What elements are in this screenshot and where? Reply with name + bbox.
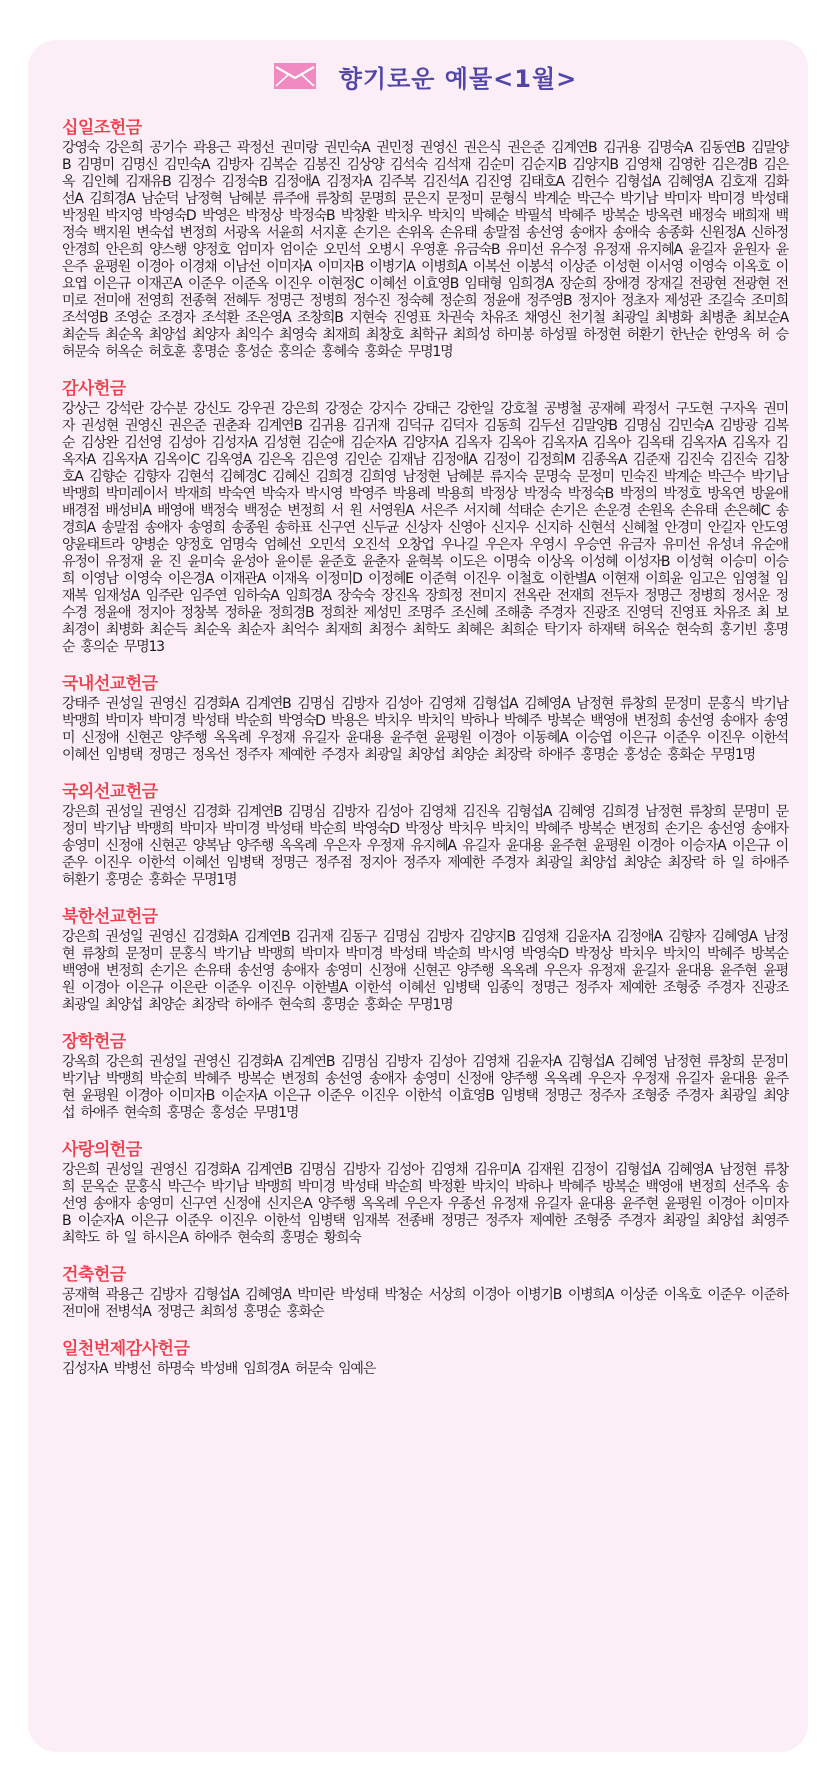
section-foreign-mission (62, 782, 788, 889)
section-tithe (62, 118, 788, 361)
section-love (62, 1140, 788, 1247)
donor-names: 김성자A 박병선 하명숙 박성배 임희경A 허문숙 임예은 (62, 1361, 376, 1377)
section-thanksgiving (62, 379, 788, 656)
section-domestic-mission (62, 674, 788, 764)
section-heading: 십일조헌금 (62, 118, 142, 138)
sections-list (62, 118, 788, 1378)
section-north-korea-mission (62, 907, 788, 1014)
envelope-icon (273, 62, 317, 90)
section-heading: 장학헌금 (62, 1032, 126, 1052)
section-thousand-offering (62, 1339, 788, 1378)
section-scholarship (62, 1032, 788, 1122)
donor-names: 강은희 권성일 권영신 김경화A 김계연B 김명심 김방자 김성아 김영채 김유미A 김재원 김정이 김형섭A 김혜영A 남정현 류창희 문옥순 문홍식 박근수 박기남 박맹희 박미경 박성태 박순희 박정환 박치익 박하나 박혜주 방복순 백영애 변정희 선주옥 송선영 송애자 송영미 신구연 신정애 신지은A 양주행 옥옥례 우은자 우종선 유정재 유길자 윤대용 윤주현 윤평원 이경아 이미자B 이순자A 이은규 이준우 이진우 이한석 임병택 임재복 전종배 정명근 정주자 제예한 조형중 주경자 최광일 최양섭 최영주 최학도 하 일 하시은A 하애주 현숙희 홍명순 황희숙 (62, 1162, 788, 1246)
donor-names: 강태주 권성일 권영신 김경화A 김계연B 김명심 김방자 김성아 김영채 김형섭A 김혜영A 남정현 류창희 문정미 문홍식 박기남 박맹희 박미자 박미경 박성태 박순희 박영숙D 박용은 박치우 박치익 박하나 박혜주 방복순 백영애 변정희 송선영 송애자 송영미 신정애 신현곤 양주행 옥옥례 우정재 유길자 윤대용 윤주현 윤평원 이경아 이동혜A 이승엽 이은규 이준우 이진우 이한석 이혜선 임병택 정명근 정옥선 정주자 제예한 주경자 최광일 최양섭 최양순 최장락 하애주 홍명순 홍성순 홍화순 무명1명 (62, 696, 788, 763)
title-row (62, 48, 788, 104)
donor-names: 강은희 권성일 권영신 김경화A 김계연B 김귀재 김동구 김명심 김방자 김양지B 김영채 김윤자A 김정애A 김향자 김혜영A 남정현 류창희 문정미 문홍식 박기남 박맹희 박미자 박미경 박성태 박순희 박시영 박영숙D 박정상 박치우 박치익 박혜주 방복순 백영애 변정희 손기은 손유태 송선영 송애자 송영미 신정애 신현곤 양주행 옥옥례 우은자 유정재 윤길자 윤대용 윤주현 윤평원 이경아 이은규 이은란 이준우 이진우 이한별A 이한석 이혜선 임병택 임종익 정명근 정주자 제예한 조형중 주경자 진광조 최광일 최양섭 최양순 최장락 하애주 현숙희 홍명순 홍화순 무명1명 (62, 929, 788, 1013)
section-heading: 국외선교헌금 (62, 782, 158, 802)
donor-names: 강옥희 강은희 권성일 권영신 김경화A 김계연B 김명심 김방자 김성아 김영채 김윤자A 김형섭A 김혜영 남정현 류창희 문정미 박기남 박맹희 박순희 박혜주 방복순 변정희 송선영 송애자 송영미 신정애 양주행 옥옥례 우은자 우정재 유길자 윤대용 윤주현 윤평원 이경아 이미자B 이순자A 이은규 이준우 이진우 이한석 이효영B 임병택 정명근 정주자 조형중 주경자 최광일 최양섭 하애주 현숙희 홍명순 홍성순 무명1명 (62, 1054, 788, 1121)
offering-card (28, 40, 808, 1752)
donor-names: 강은희 권성일 권영신 김경화 김계연B 김명심 김방자 김성아 김영채 김진옥 김형섭A 김혜영 김희경 남정현 류창희 문명미 문정미 박기남 박맹희 박미자 박미경 박성태 박순희 박영숙D 박정상 박치우 박치익 박혜주 방복순 변정희 손기은 송선영 송애자 송영미 신정애 신현곤 양복남 양주행 옥옥례 우은자 우정재 유지혜A 유길자 윤대용 윤주현 윤평원 이경아 이승자A 이은규 이준우 이진우 이한석 이혜선 임병택 정명근 정주점 정지아 정주자 제예한 주경자 최광일 최양섭 최양순 최장락 하 일 하애주 허환기 홍명순 홍화순 무명1명 (62, 804, 788, 888)
section-heading: 일천번제감사헌금 (62, 1339, 190, 1359)
section-building (62, 1265, 788, 1321)
donor-names: 강상근 강석란 강수분 강신도 강우권 강은희 강정순 강지수 강태근 강한일 강호철 공병철 공재혜 곽정서 구도현 구자옥 권미자 권성현 권영신 권은준 권춘좌 김계연B 김귀용 김귀재 김덕규 김덕자 김동희 김두선 김말양B 김명심 김민숙A 김방광 김복순 김상완 김선영 김성아 김성자A 김성현 김순애 김순자A 김양자A 김옥자 김옥아 김옥자A 김옥아 김옥태 김옥자A 김옥자 김옥자A 김옥자A 김옥이C 김옥영A 김은옥 김은영 김인순 김재남 김정애A 김정이 김정희M 김종옥A 김준재 김진숙 김진숙 김창호A 김향순 김향자 김현석 김혜경C 김혜신 김희경 김희영 남정현 남혜분 류지숙 문명숙 문정미 민숙진 박계순 박근수 박기남 박맹희 박미레이서 박재희 박숙연 박숙자 박시영 박영주 박용례 박용희 박정상 박정숙 박정숙B 박정의 박정호 방옥연 방윤애 배경점 배성비A 배영애 백정숙 백정순 변정희 서 원 서영원A 서은주 서지혜 석태순 손기은 손운경 손원옥 손유태 손은혜C 송경희A 송말점 송애자 송영희 송종원 송하표 신구연 신두균 신상자 신영아 신지우 신지하 신현석 신혜철 안경미 안길자 안도영 양윤태트라 양병순 양정호 엄명숙 엄혜선 오민석 오진석 오창업 우나길 우은자 우영시 우승연 유금자 유미선 유성녀 유순애 유정이 유정재 윤 진 윤미숙 윤성아 윤이룬 윤준호 윤춘자 윤혁복 이도은 이명숙 이상옥 이성혜 이성자B 이성혁 이승미 이승희 이영남 이영숙 이은경A 이재관A 이재옥 이정미D 이정혜E 이준혁 이진우 이철호 이한별A 이현재 이희윤 임고은 임영철 임재복 임재성A 임주란 임주연 임하숙A 임희경A 장숙숙 장진옥 장희정 전미지 전옥란 전재희 전두자 정명근 정병희 정서운 정수경 정윤애 정지아 정창복 정하윤 정희경B 정희찬 제성민 조명주 조신혜 조해총 주경자 진광조 진영덕 진영표 차유조 최 보 최경이 최병화 최순득 최순옥 최순자 최억수 최재희 최정수 최학도 최혜은 최희순 탁기자 하재택 허옥순 현숙희 홍기빈 홍명순 홍의순 무명13 (62, 401, 788, 655)
donor-names: 강영숙 강은희 공기수 곽용근 곽정선 권미랑 권민숙A 권민정 권영신 권은식 권은준 김계연B 김귀용 김명숙A 김동연B 김말양B 김명미 김명신 김민숙A 김방자 김복순 김봉진 김상양 김석숙 김석재 김순미 김순지B 김양지B 김영채 김영한 김은경B 김은옥 김인혜 김재유B 김정수 김정숙B 김정애A 김정자A 김주복 김진석A 김진영 김태호A 김헌수 김형섭A 김혜영A 김호재 김화선A 김희경A 남순덕 남정혁 남혜분 류주애 류창희 문명희 문은지 문정미 문형식 박계순 박근수 박기남 박미자 박미경 박성태 박정원 박지영 박영숙D 박영은 박정상 박정숙B 박창환 박치우 박치익 박혜순 박필석 박혜주 방복순 방옥련 배정숙 배희재 백정숙 백지원 변숙섭 변정희 서광옥 서윤희 서지훈 손기은 손위옥 손유태 송말점 송선영 송애자 송애숙 송종화 신원정A 신하정 안경희 안은희 양스행 양정호 엄미자 엄이순 오민석 오병시 우영훈 유금숙B 유미선 유수정 유정재 유지혜A 윤길자 윤원자 윤은주 윤평원 이경아 이경채 이남선 이미자A 이미자B 이병기A 이병희A 이복선 이봉석 이상준 이성현 이서영 이영숙 이옥호 이요엽 이은규 이재곤A 이준우 이준옥 이진우 이현정C 이혜선 이효영B 임태형 임희경A 장순희 장애경 장재길 전광현 전광현 전미로 전미애 전영희 전종혁 전혜두 정명근 정병희 정수진 정숙혜 정순희 정윤애 정주영B 정지아 정초자 제성관 조길숙 조미희 조석영B 조영순 조경자 조석환 조은영A 조창희B 지현숙 진영표 차권숙 차유조 채영신 천기철 최광일 최병화 최병춘 최보순A 최순득 최순옥 최양섭 최양자 최익수 최영숙 최재희 최창호 최학규 최희성 하미봉 하성필 하정현 허환기 한난순 한영옥 허 승 허문숙 허옥순 허호훈 홍명순 홍성순 홍의순 홍혜숙 홍화순 무명1명 (62, 140, 788, 360)
section-heading: 사랑의헌금 (62, 1140, 142, 1160)
page-title: 향기로운 예물<1월> (338, 64, 578, 93)
section-heading: 건축헌금 (62, 1265, 126, 1285)
section-heading: 북한선교헌금 (62, 907, 158, 927)
section-heading: 국내선교헌금 (62, 674, 158, 694)
donor-names: 공재혁 곽용근 김방자 김형섭A 김혜영A 박미란 박성태 박청순 서상희 이경아 이병기B 이병희A 이상준 이옥호 이준우 이준하 전미애 전병석A 정명근 최희성 홍명순 홍화순 (62, 1287, 788, 1320)
section-heading: 감사헌금 (62, 379, 126, 399)
